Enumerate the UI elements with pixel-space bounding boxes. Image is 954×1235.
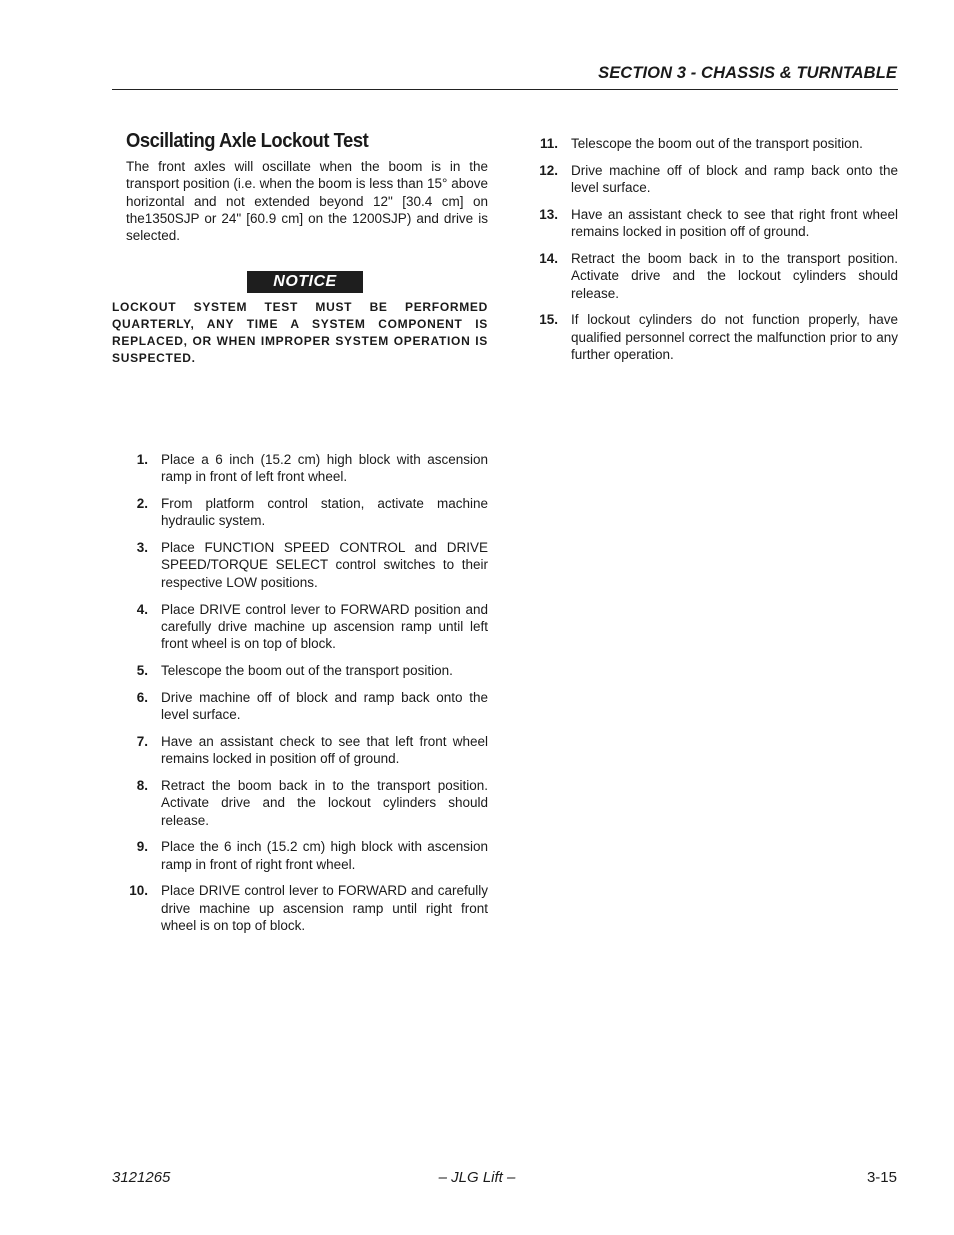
step-number: 15.: [539, 312, 558, 328]
step-text: Retract the boom back in to the transport position. Activate drive and the lockout cylinders should release.: [571, 250, 898, 301]
step-number: 4.: [136, 601, 148, 617]
notice-text: LOCKOUT SYSTEM TEST MUST BE PERFORMED QUARTERLY, ANY TIME A SYSTEM COMPONENT IS REPLACED, OR WHEN IMPROPER SYSTEM OPERATION IS SUSPECTED.: [112, 300, 488, 365]
step-item: [126, 451, 488, 486]
steps-list-left: [126, 451, 488, 944]
step-text: Place a 6 inch (15.2 cm) high block with ascension ramp in front of left front wheel.: [161, 452, 488, 485]
step-item: [126, 777, 488, 829]
step-item: [536, 206, 898, 241]
step-number: 14.: [539, 250, 558, 266]
step-number: 13.: [539, 206, 558, 222]
step-item: [126, 662, 488, 679]
step-text: Telescope the boom out of the transport position.: [161, 662, 453, 678]
footer-doc-number: 3121265: [112, 1169, 171, 1186]
step-text: Have an assistant check to see that right front wheel remains locked in position off of ground.: [571, 206, 898, 240]
footer-page-number: 3-15: [866, 1169, 897, 1186]
steps-list-right: [536, 135, 898, 373]
step-text: Place DRIVE control lever to FORWARD and carefully drive machine up ascension ramp until right front wheel is on top of block.: [161, 883, 488, 934]
step-number: 6.: [136, 689, 148, 705]
step-text: Place FUNCTION SPEED CONTROL and DRIVE SPEED/TORQUE SELECT control switches to their respective LOW positions.: [161, 540, 488, 590]
step-item: [126, 838, 488, 873]
step-number: 7.: [136, 733, 148, 749]
step-number: 9.: [136, 839, 148, 855]
step-text: Place the 6 inch (15.2 cm) high block with ascension ramp in front of right front wheel.: [161, 839, 488, 872]
step-item: [126, 882, 488, 934]
step-number: 3.: [136, 540, 148, 556]
notice-block: [112, 271, 488, 367]
intro-paragraph: The front axles will oscillate when the boom is in the transport position (i.e. when the boom is less than 15° above horizontal and not extended beyond 12" [30.4 cm] on the1350SJP or 24" [60.9 cm] on the 1200SJP) and drive is selected.: [126, 159, 488, 244]
step-item: [536, 162, 898, 197]
step-text: Drive machine off of block and ramp back onto the level surface.: [161, 689, 488, 723]
left-column: [126, 130, 488, 244]
section-heading: Oscillating Axle Lockout Test: [126, 130, 369, 152]
step-number: 8.: [136, 777, 148, 793]
step-number: 11.: [539, 136, 558, 151]
step-item: [126, 539, 488, 591]
step-item: [536, 135, 898, 152]
step-item: [536, 250, 898, 302]
step-item: [126, 495, 488, 530]
step-text: From platform control station, activate machine hydraulic system.: [161, 496, 488, 529]
step-number: 5.: [136, 662, 148, 678]
step-item: [126, 733, 488, 768]
step-text: If lockout cylinders do not function properly, have qualified personnel correct the malfunction prior to any further operation.: [571, 312, 898, 362]
step-item: [126, 689, 488, 724]
step-number: 1.: [136, 452, 148, 467]
footer-center-text: – JLG Lift –: [438, 1169, 516, 1186]
step-item: [536, 311, 898, 363]
step-number: 12.: [539, 162, 558, 178]
step-text: Have an assistant check to see that left front wheel remains locked in position off of ground.: [161, 733, 488, 767]
notice-badge: NOTICE: [247, 271, 363, 293]
section-header-title: SECTION 3 - CHASSIS & TURNTABLE: [598, 64, 897, 82]
step-text: Place DRIVE control lever to FORWARD position and carefully drive machine up ascension ramp until left front wheel is on top of block.: [161, 601, 488, 652]
step-text: Telescope the boom out of the transport position.: [571, 136, 863, 151]
step-text: Retract the boom back in to the transport position. Activate drive and the lockout cylinders should release.: [161, 777, 488, 828]
step-text: Drive machine off of block and ramp back onto the level surface.: [571, 162, 898, 196]
step-number: 10.: [129, 883, 148, 899]
header-rule: [112, 89, 898, 90]
step-item: [126, 601, 488, 653]
step-number: 2.: [136, 496, 148, 512]
